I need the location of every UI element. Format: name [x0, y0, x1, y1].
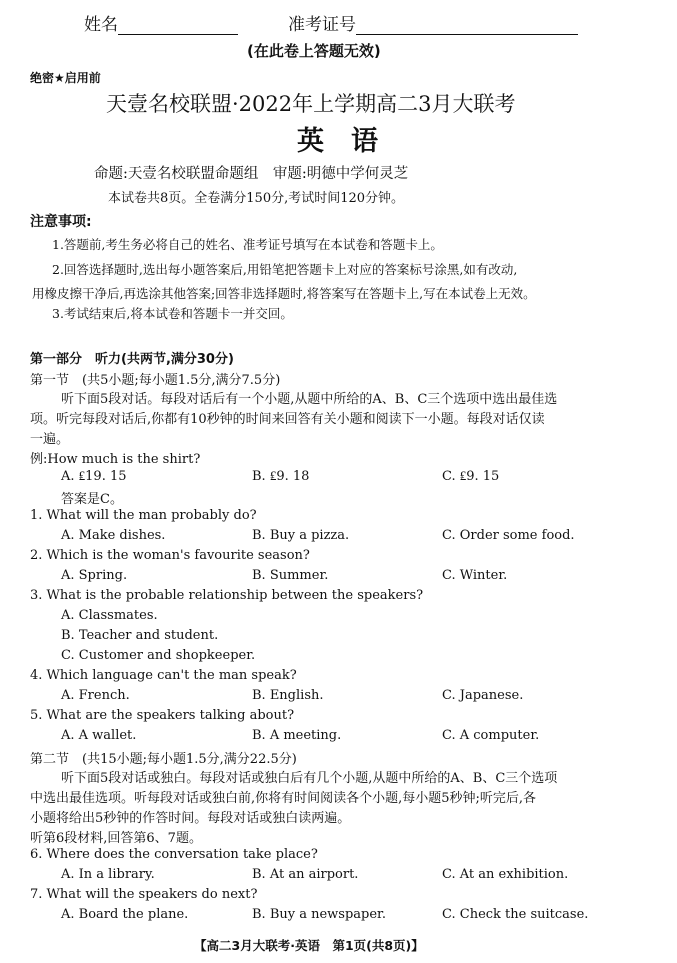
exam-info: 本试卷共8页。全卷满分150分,考试时间120分钟。: [108, 191, 405, 206]
page-footer: 【高二3月大联考·英语 第1页(共8页)】: [194, 938, 424, 953]
question-5-stem: 5. What are the speakers talking about?: [30, 708, 295, 723]
notice-item-1: 1.答题前,考生务必将自己的姓名、准考证号填写在本试卷和答题卡上。: [52, 237, 443, 252]
secret-tag: 绝密★启用前: [30, 71, 101, 85]
exam-number-field: [288, 10, 578, 35]
question-3-option-c: C. Customer and shopkeeper.: [61, 648, 256, 663]
question-4-option-a: A. French.: [61, 688, 130, 703]
name-label: 姓名: [84, 15, 118, 35]
section2-intro-line-2: 中选出最佳选项。听每段对话或独白前,你将有时间阅读各个小题,每小题5秒钟;听完后,各: [30, 791, 537, 806]
invalid-note: (在此卷上答题无效): [247, 42, 381, 60]
question-4-option-c: C. Japanese.: [442, 688, 524, 703]
material-6-note: 听第6段材料,回答第6、7题。: [30, 831, 202, 846]
exam-number-label: 准考证号: [288, 15, 356, 35]
question-5-option-a: A. A wallet.: [61, 728, 137, 743]
question-7-stem: 7. What will the speakers do next?: [30, 887, 258, 902]
section2-intro-line-1: 听下面5段对话或独白。每段对话或独白后有几个小题,从题中所给的A、B、C三个选项: [61, 771, 558, 786]
question-3-stem: 3. What is the probable relationship between the speakers?: [30, 588, 424, 603]
example-answer: 答案是C。: [61, 492, 123, 507]
name-field: [84, 10, 238, 35]
question-2-option-a: A. Spring.: [61, 568, 128, 583]
question-7-option-b: B. Buy a newspaper.: [252, 907, 386, 922]
notice-item-2-line-2: 用橡皮擦干净后,再选涂其他答案;回答非选择题时,将答案写在答题卡上,写在本试卷上无效。: [32, 286, 536, 301]
part1-heading: 第一部分 听力(共两节,满分30分): [30, 352, 234, 367]
notice-heading: 注意事项:: [30, 214, 92, 230]
exam-title: 天壹名校联盟·2022年上学期高二3月大联考: [106, 92, 516, 116]
example-option-c: C. ₤9. 15: [442, 469, 500, 484]
question-6-option-b: B. At an airport.: [252, 867, 359, 882]
section1-intro-line-2: 项。听完每段对话后,你都有10秒钟的时间来回答有关小题和阅读下一小题。每段对话仅读: [30, 412, 545, 427]
notice-item-3: 3.考试结束后,将本试卷和答题卡一并交回。: [52, 306, 293, 321]
question-6-option-a: A. In a library.: [61, 867, 155, 882]
question-5-option-c: C. A computer.: [442, 728, 540, 743]
example-question: 例:How much is the shirt?: [30, 452, 201, 467]
question-5-option-b: B. A meeting.: [252, 728, 342, 743]
section1-intro-line-3: 一遍。: [30, 432, 70, 447]
question-4-stem: 4. Which language can't the man speak?: [30, 668, 297, 683]
exam-number-blank: [356, 16, 578, 35]
question-1-option-c: C. Order some food.: [442, 528, 575, 543]
question-2-option-b: B. Summer.: [252, 568, 329, 583]
question-3-option-a: A. Classmates.: [61, 608, 158, 623]
question-1-option-a: A. Make dishes.: [61, 528, 166, 543]
section1-intro-line-1: 听下面5段对话。每段对话后有一个小题,从题中所给的A、B、C三个选项中选出最佳选: [61, 392, 558, 407]
section1-heading: 第一节 (共5小题;每小题1.5分,满分7.5分): [30, 373, 281, 388]
question-1-stem: 1. What will the man probably do?: [30, 508, 257, 523]
section2-intro-line-3: 小题将给出5秒钟的作答时间。每段对话或独白读两遍。: [30, 811, 351, 826]
notice-item-2-line-1: 2.回答选择题时,选出每小题答案后,用铅笔把答题卡上对应的答案标号涂黑,如有改动,: [52, 262, 518, 277]
name-blank: [118, 16, 238, 35]
question-2-stem: 2. Which is the woman's favourite season?: [30, 548, 310, 563]
example-option-a: A. ₤19. 15: [61, 469, 127, 484]
question-2-option-c: C. Winter.: [442, 568, 508, 583]
subject-title: 英 语: [297, 126, 378, 157]
question-3-option-b: B. Teacher and student.: [61, 628, 219, 643]
question-7-option-c: C. Check the suitcase.: [442, 907, 589, 922]
authors-line: 命题:天壹名校联盟命题组 审题:明德中学何灵芝: [94, 166, 409, 182]
question-7-option-a: A. Board the plane.: [61, 907, 189, 922]
question-1-option-b: B. Buy a pizza.: [252, 528, 350, 543]
section2-heading: 第二节 (共15小题;每小题1.5分,满分22.5分): [30, 752, 297, 767]
question-4-option-b: B. English.: [252, 688, 324, 703]
question-6-stem: 6. Where does the conversation take place?: [30, 847, 318, 862]
question-6-option-c: C. At an exhibition.: [442, 867, 569, 882]
example-option-b: B. ₤9. 18: [252, 469, 310, 484]
